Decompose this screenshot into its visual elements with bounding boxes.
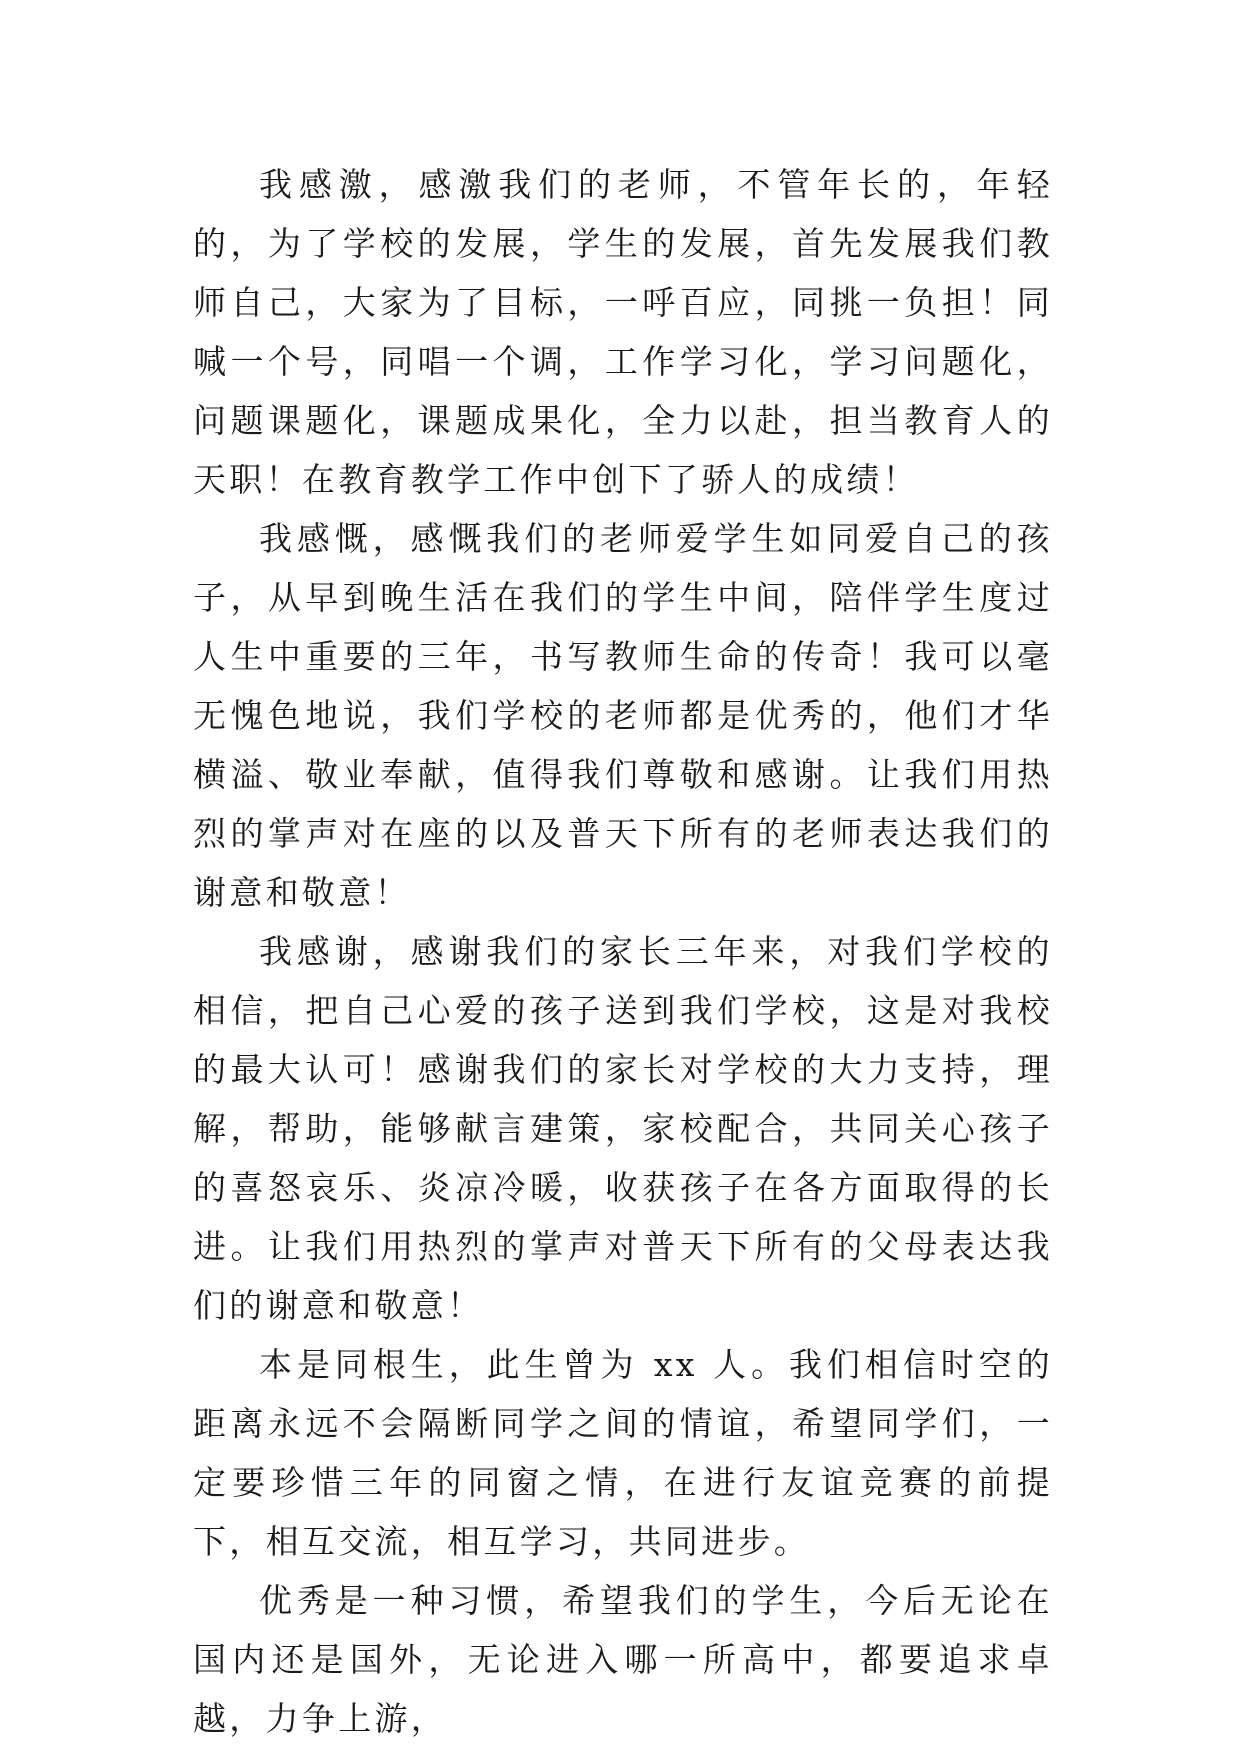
paragraph-excellence-habit: 优秀是一种习惯，希望我们的学生，今后无论在国内还是国外，无论进入哪一所高中，都要追求卓越，力争上游， (193, 1581, 1053, 1738)
document-body (193, 155, 1053, 1748)
paragraph-teachers-care: 我感慨，感慨我们的老师爱学生如同爱自己的孩子，从早到晚生活在我们的学生中间，陪伴学生度过人生中重要的三年，书写教师生命的传奇！我可以毫无愧色地说，我们学校的老师都是优秀的，他们才华横溢、敬业奉献，值得我们尊敬和感谢。让我们用热烈的掌声对在座的以及普天下所有的老师表达我们的谢意和敬意！ (193, 519, 1053, 912)
paragraph-gratitude-teachers: 我感激，感激我们的老师，不管年长的，年轻的，为了学校的发展，学生的发展，首先发展我们教师自己，大家为了目标，一呼百应，同挑一负担！同喊一个号，同唱一个调，工作学习化，学习问题化，问题课题化，课题成果化，全力以赴，担当教育人的天职！在教育教学工作中创下了骄人的成绩！ (193, 165, 1053, 499)
paragraph-thanks-parents: 我感谢，感谢我们的家长三年来，对我们学校的相信，把自己心爱的孩子送到我们学校，这是对我校的最大认可！感谢我们的家长对学校的大力支持，理解，帮助，能够献言建策，家校配合，共同关心孩子的喜怒哀乐、炎凉冷暖，收获孩子在各方面取得的长进。让我们用热烈的掌声对普天下所有的父母表达我们的谢意和敬意！ (193, 932, 1053, 1325)
paragraph-classmates-friendship: 本是同根生，此生曾为 xx 人。我们相信时空的距离永远不会隔断同学之间的情谊，希望同学们，一定要珍惜三年的同窗之情，在进行友谊竞赛的前提下，相互交流，相互学习，共同进步。 (193, 1345, 1053, 1561)
